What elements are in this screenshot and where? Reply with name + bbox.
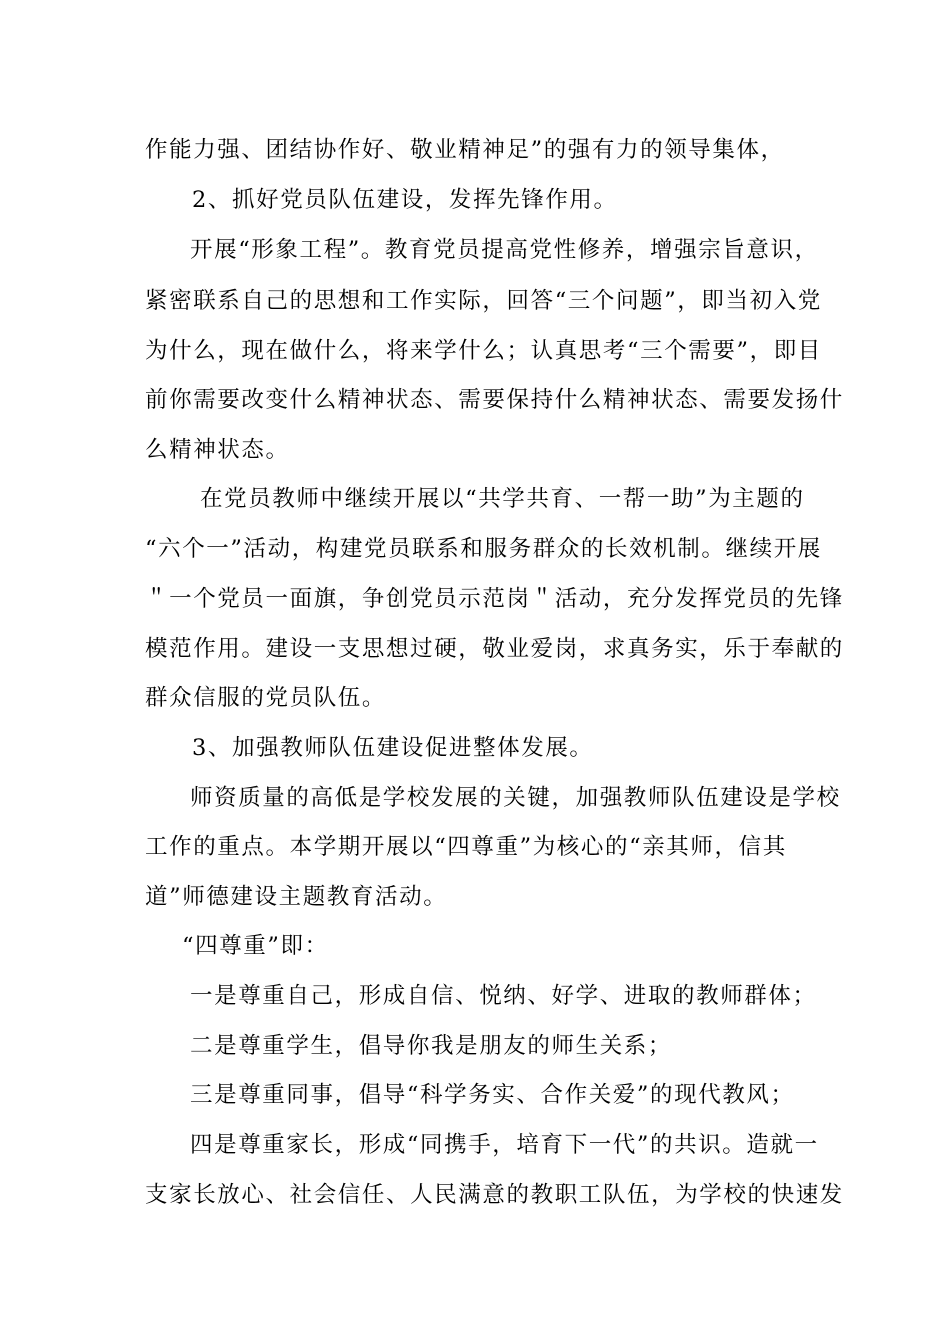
text-line: “四尊重”即：: [182, 933, 329, 959]
text-line: ＂一个党员一面旗，争创党员示范岗＂活动，充分发挥党员的先锋: [145, 586, 844, 612]
text-line: “六个一”活动，构建党员联系和服务群众的长效机制。继续开展: [145, 536, 822, 562]
text-line: 四是尊重家长，形成“同携手，培育下一代”的共识。造就一: [190, 1132, 819, 1158]
text-line: 在党员教师中继续开展以“共学共育、一帮一助”为主题的: [200, 486, 805, 512]
text-line: 二是尊重学生，倡导你我是朋友的师生关系；: [190, 1033, 673, 1059]
text-line: 群众信服的党员队伍。: [145, 685, 387, 711]
text-line: 为什么，现在做什么，将来学什么；认真思考“三个需要”，即目: [145, 338, 822, 364]
text-line: 前你需要改变什么精神状态、需要保持什么精神状态、需要发扬什: [145, 387, 844, 413]
text-line: 么精神状态。: [145, 437, 290, 463]
text-line: 模范作用。建设一支思想过硬，敬业爱岗，求真务实，乐于奉献的: [145, 636, 844, 662]
text-line: 开展“形象工程”。教育党员提高党性修养，增强宗旨意识，: [190, 237, 819, 263]
text-line: 紧密联系自己的思想和工作实际，回答“三个问题”，即当初入党: [145, 288, 822, 314]
section-heading: 2、抓好党员队伍建设，发挥先锋作用。: [192, 187, 618, 213]
text-line: 三是尊重同事，倡导“科学务实、合作关爱”的现代教风；: [190, 1082, 795, 1108]
text-line: 支家长放心、社会信任、人民满意的教职工队伍，为学校的快速发: [145, 1182, 844, 1208]
text-line: 工作的重点。本学期开展以“四尊重”为核心的“亲其师，信其: [145, 834, 787, 860]
text-line: 道”师德建设主题教育活动。: [145, 884, 448, 910]
section-heading: 3、加强教师队伍建设促进整体发展。: [192, 735, 594, 761]
text-line: 作能力强、团结协作好、敬业精神足”的强有力的领导集体，: [145, 137, 785, 163]
text-line: 一是尊重自己，形成自信、悦纳、好学、进取的教师群体；: [190, 983, 817, 1009]
text-line: 师资质量的高低是学校发展的关键，加强教师队伍建设是学校: [190, 785, 841, 811]
